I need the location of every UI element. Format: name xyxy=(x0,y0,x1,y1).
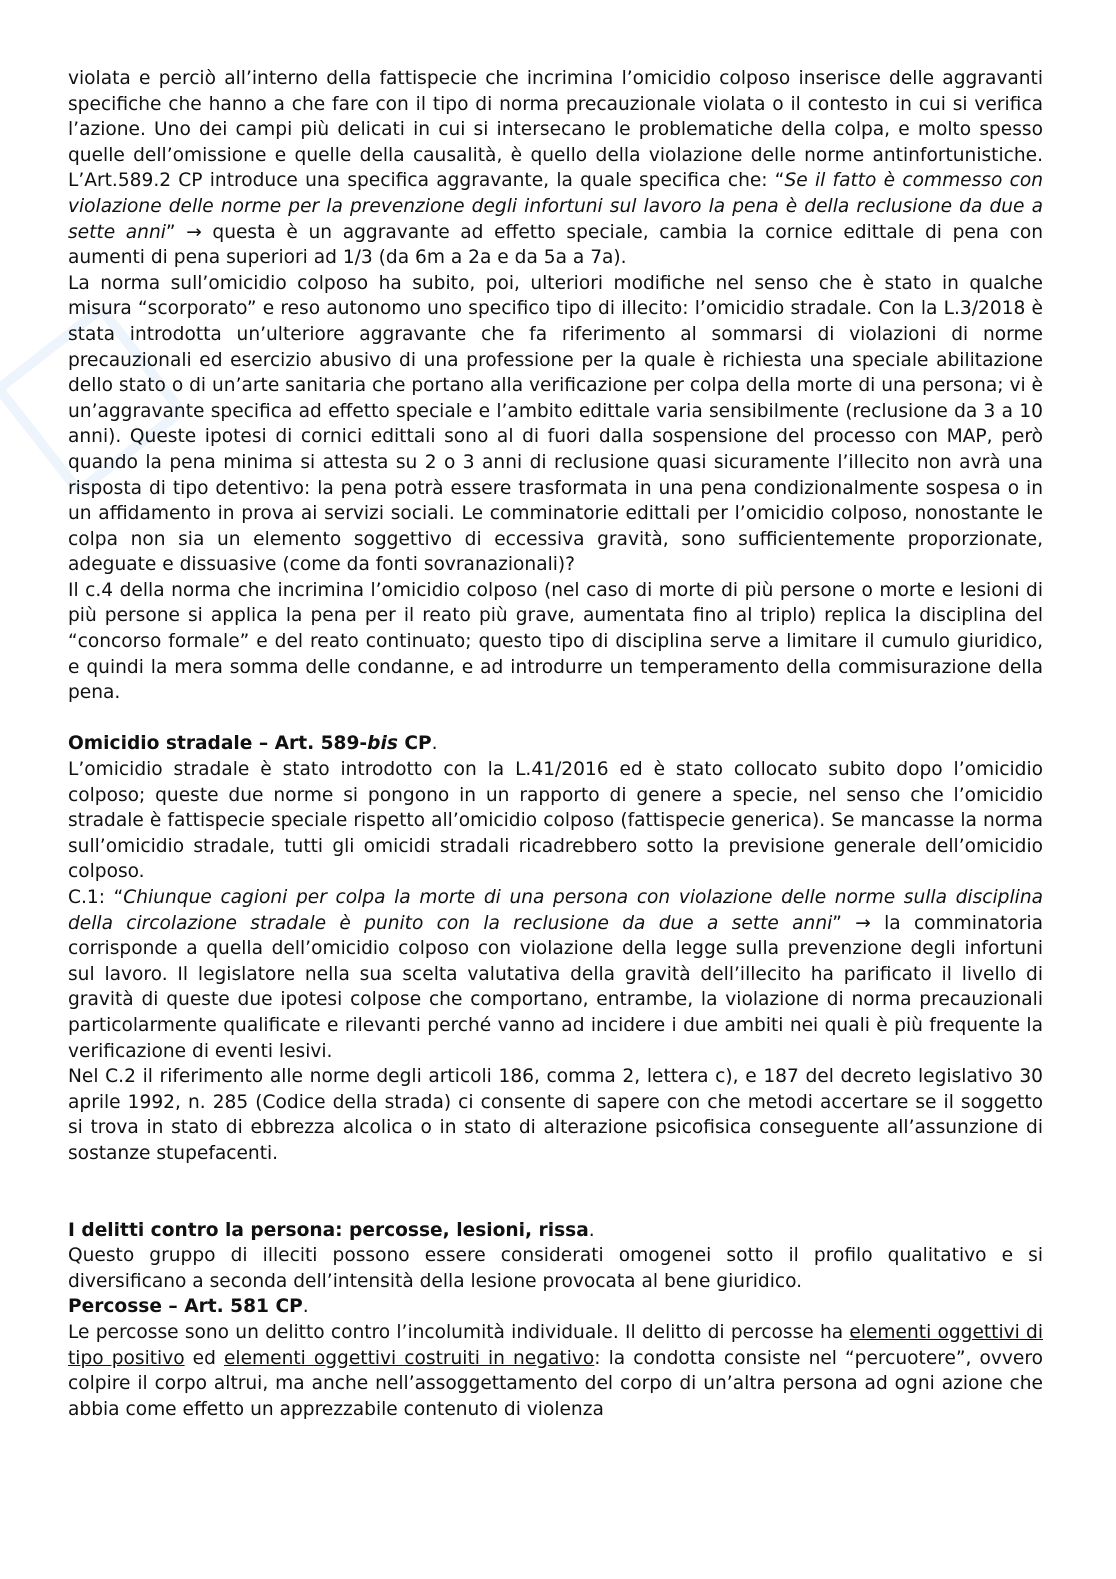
underlined-text: elementi oggettivi costruiti in negativo xyxy=(223,1347,595,1369)
section-heading-percosse: Percosse – Art. 581 CP. xyxy=(68,1296,309,1318)
section-heading-delitti-persona: I delitti contro la persona: percosse, lesioni, rissa. xyxy=(68,1219,595,1241)
paragraph: Il c.4 della norma che incrimina l’omicidio colposo (nel caso di morte di più persone o morte e lesioni di più persone si applica la pena per il reato più grave, aumentata fino al triplo) replica la disciplina del “concorso formale” e del reato continuato; questo tipo di disciplina serve a limitare il cumulo giuridico, e quindi la mera somma delle condanne, e ad introdurre un temperamento della commisurazione della pena. xyxy=(68,579,1043,704)
section-heading-omicidio-stradale: Omicidio stradale – Art. 589-bis CP. xyxy=(68,733,438,755)
paragraph: La norma sull’omicidio colposo ha subito, poi, ulteriori modifiche nel senso che è stato in qualche misura “scorporato” e reso autonomo uno specifico tipo di illecito: l’omicidio stradale. Con la L.3/2018 è stata introdotta un’ulteriore aggravante che fa riferimento al sommarsi di violazioni di norme precauzionali ed esercizio abusivo di una professione per la quale è richiesta una speciale abilitazione dello stato o di un’arte sanitaria che portano alla verificazione per colpa della morte di una persona; vi è un’aggravante specifica ad effetto speciale e l’ambito edittale varia sensibilmente (reclusione da 3 a 10 anni). Queste ipotesi di cornici edittali sono al di fuori dalla sospensione del processo con MAP, però quando la pena minima si attesta su 2 o 3 anni di reclusione quasi sicuramente l’illecito non avrà una risposta di tipo detentivo: la pena potrà essere trasformata in una pena condizionalmente sospesa o in un affidamento in prova ai servizi sociali. Le comminatorie edittali per l’omicidio colposo, nonostante le colpa non sia un elemento soggettivo di eccessiva gravità, sono sufficientemente proporzionate, adeguate e dissuasive (come da fonti sovranazionali)? xyxy=(68,272,1043,576)
paragraph: C.1: “Chiunque cagioni per colpa la morte di una persona con violazione delle norme sulla disciplina della circolazione stradale è punito con la reclusione da due a sette anni” → la comminatoria corrisponde a quella dell’omicidio colposo con violazione della legge sulla prevenzione degli infortuni sul lavoro. Il legislatore nella sua scelta valutativa della gravità dell’illecito ha parificato il livello di gravità di queste due ipotesi colpose che comportano, entrambe, la violazione di norma precauzionali particolarmente qualificate e rilevanti perché vanno ad incidere i due ambiti nei quali è più frequente la verificazione di eventi lesivi. xyxy=(68,887,1044,1062)
quote: Chiunque cagioni per colpa la morte di una persona con violazione delle norme sulla disciplina della circolazione stradale è punito con la reclusione da due a sette anni xyxy=(68,887,1043,934)
paragraph: Le percosse sono un delitto contro l’incolumità individuale. Il delitto di percosse ha elementi oggettivi di tipo positivo ed elementi oggettivi costruiti in negativo: la condotta consiste nel “percuotere”, ovvero colpire il corpo altrui, ma anche nell’assoggettamento del corpo di un’altra persona ad ogni azione che abbia come effetto un apprezzabile contenuto di violenza xyxy=(68,1321,1044,1420)
paragraph: L’omicidio stradale è stato introdotto con la L.41/2016 ed è stato collocato subito dopo l’omicidio colposo; queste due norme si pongono in un rapporto di genere a specie, nel senso che l’omicidio stradale è fattispecie speciale rispetto all’omicidio colposo (fattispecie generica). Se mancasse la norma sull’omicidio stradale, tutti gli omicidi stradali ricadrebbero sotto la previsione generale dell’omicidio colposo. xyxy=(68,759,1043,883)
quote: Se il fatto è commesso con violazione delle norme per la prevenzione degli infortuni sul lavoro la pena è della reclusione da due a sette anni xyxy=(68,170,1043,243)
paragraph: Questo gruppo di illeciti possono essere considerati omogenei sotto il profilo qualitativo e si diversificano a seconda dell’intensità della lesione provocata al bene giuridico. xyxy=(68,1245,1043,1292)
paragraph: Nel C.2 il riferimento alle norme degli articoli 186, comma 2, lettera c), e 187 del decreto legislativo 30 aprile 1992, n. 285 (Codice della strada) ci consente di sapere con che metodi accertare se il soggetto si trova in stato di ebbrezza alcolica o in stato di alterazione psicofisica conseguente all’assunzione di sostanze stupefacenti. xyxy=(68,1066,1043,1164)
underlined-text: elementi oggettivi di tipo positivo xyxy=(68,1321,1044,1369)
document-body xyxy=(68,66,1043,1422)
spacer xyxy=(68,1167,1043,1218)
spacer xyxy=(68,706,1043,732)
paragraph: violata e perciò all’interno della fattispecie che incrimina l’omicidio colposo inserisce delle aggravanti specifiche che hanno a che fare con il tipo di norma precauzionale violata o il contesto in cui si verifica l’azione. Uno dei campi più delicati in cui si intersecano le problematiche della colpa, e molto spesso quelle dell’omissione e quelle della causalità, è quello della violazione delle norme antinfortunistiche. L’Art.589.2 CP introduce una specifica aggravante, la quale specifica che: “Se il fatto è commesso con violazione delle norme per la prevenzione degli infortuni sul lavoro la pena è della reclusione da due a sette anni” → questa è un aggravante ad effetto speciale, cambia la cornice edittale di pena con aumenti di pena superiori ad 1/3 (da 6m a 2a e da 5a a 7a). xyxy=(68,68,1044,269)
